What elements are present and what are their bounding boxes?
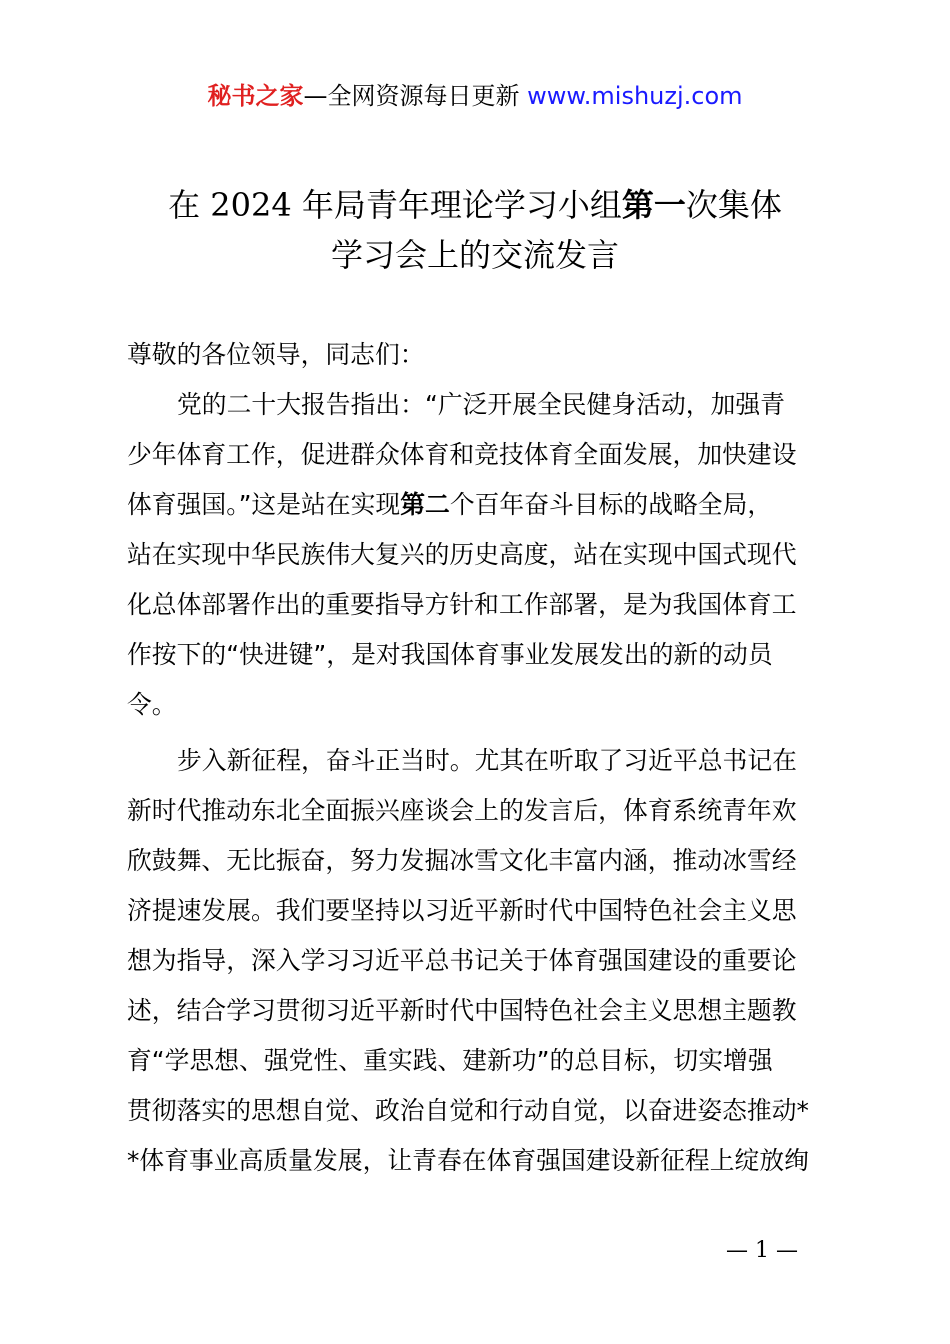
- paragraph-2-line: 述，结合学习贯彻习近平新时代中国特色社会主义思想主题教: [127, 996, 797, 1025]
- paragraph-1-line-3-end: 个百年奋斗目标的战略全局，: [449, 490, 773, 519]
- paragraph-2-line: 济提速发展。我们要坚持以习近平新时代中国特色社会主义思: [127, 896, 797, 925]
- paragraph-1-line: 党的二十大报告指出：“广泛开展全民健身活动，加强青: [177, 390, 785, 419]
- paragraph-2-line: *体育事业高质量发展，让青春在体育强国建设新征程上绽放绚: [127, 1146, 809, 1175]
- paragraph-2-line: 想为指导，深入学习习近平总书记关于体育强国建设的重要论: [127, 946, 797, 975]
- title-line-1: [0, 180, 950, 230]
- paragraph-1-line: 站在实现中华民族伟大复兴的历史高度，站在实现中国式现代: [127, 540, 797, 569]
- paragraph-1-line-3-bold: 第二: [400, 490, 450, 519]
- paragraph-1-line-3-start: 体育强国。”这是站在实现: [127, 490, 401, 519]
- header-tagline: —全网资源每日更新: [303, 82, 528, 110]
- title-line-1-bold: 第一: [621, 186, 686, 224]
- paragraph-1-line: 令。: [127, 690, 177, 719]
- document-title: [0, 180, 950, 280]
- paragraph-1-line: 作按下的“快进键”，是对我国体育事业发展发出的新的动员: [127, 640, 773, 669]
- paragraph-2-line: 步入新征程，奋斗正当时。尤其在听取了习近平总书记在: [177, 746, 797, 775]
- salutation: 尊敬的各位领导，同志们：: [127, 340, 425, 369]
- paragraph-2-line: 欣鼓舞、无比振奋，努力发掘冰雪文化丰富内涵，推动冰雪经: [127, 846, 797, 875]
- paragraph-2-line: 育“学思想、强党性、重实践、建新功”的总目标，切实增强: [127, 1046, 773, 1075]
- title-line-2: 学习会上的交流发言: [330, 236, 619, 274]
- site-header: [0, 80, 950, 112]
- paragraph-2-line: 贯彻落实的思想自觉、政治自觉和行动自觉，以奋进姿态推动*: [127, 1096, 809, 1125]
- title-line-1-end: 次集体: [685, 186, 782, 224]
- title-line-1-start: 在 2024 年局青年理论学习小组: [168, 186, 622, 224]
- paragraph-1-line: 化总体部署作出的重要指导方针和工作部署，是为我国体育工: [127, 590, 797, 619]
- document-body: [127, 330, 827, 1186]
- brand-name: 秘书之家: [207, 82, 304, 110]
- site-url-link[interactable]: www.mishuzj.com: [527, 82, 743, 110]
- paragraph-2-line: 新时代推动东北全面振兴座谈会上的发言后，体育系统青年欢: [127, 796, 797, 825]
- page-number: — 1 —: [726, 1238, 798, 1263]
- paragraph-1-line: [127, 480, 827, 530]
- paragraph-1-line: 少年体育工作，促进群众体育和竞技体育全面发展，加快建设: [127, 440, 797, 469]
